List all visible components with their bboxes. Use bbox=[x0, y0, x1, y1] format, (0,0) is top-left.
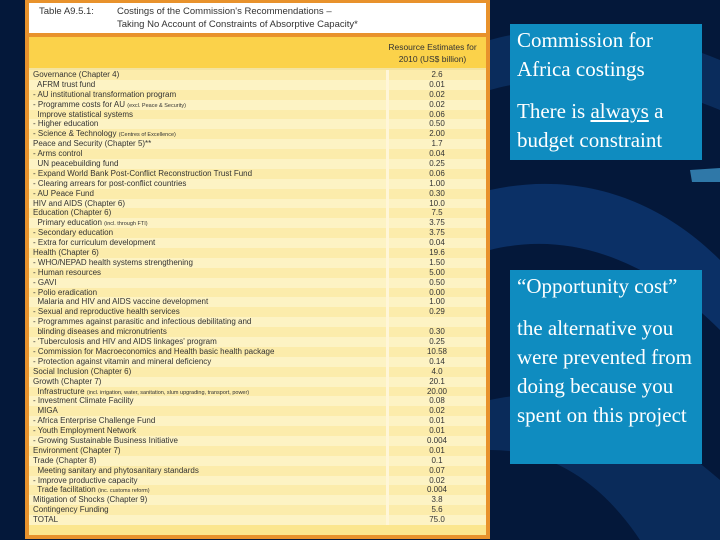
row-value: 0.01 bbox=[386, 426, 485, 436]
row-label-text: - Programme costs for AU bbox=[33, 99, 126, 109]
row-label bbox=[29, 426, 386, 436]
text-part: There is bbox=[517, 99, 591, 123]
row-value: 0.01 bbox=[386, 416, 485, 426]
table-title-line2: Taking No Account of Constraints of Absorptive Capacity* bbox=[117, 19, 358, 30]
row-label-text: - Human resources bbox=[33, 267, 102, 277]
row-label bbox=[29, 80, 386, 90]
row-value: 5.00 bbox=[386, 268, 485, 278]
row-label bbox=[29, 485, 386, 495]
row-label bbox=[29, 208, 386, 218]
column-header: Resource Estimates for 2010 (US$ billion) bbox=[388, 42, 477, 64]
row-label bbox=[29, 169, 386, 179]
row-value: 4.0 bbox=[386, 367, 485, 377]
table-row bbox=[29, 495, 486, 505]
table-row bbox=[29, 129, 486, 139]
row-value: 1.00 bbox=[386, 297, 485, 307]
table-row bbox=[29, 387, 486, 397]
row-label-text: - Extra for curriculum development bbox=[33, 238, 156, 248]
row-label-text: Malaria and HIV and AIDS vaccine development bbox=[33, 297, 209, 307]
row-value: 0.29 bbox=[386, 307, 485, 317]
row-value: 7.5 bbox=[386, 208, 485, 218]
table-row bbox=[29, 307, 486, 317]
row-label-text: - Higher education bbox=[33, 119, 99, 129]
table-row bbox=[29, 90, 486, 100]
row-value: 0.04 bbox=[386, 238, 485, 248]
row-label bbox=[29, 307, 386, 317]
row-value: 75.0 bbox=[386, 515, 485, 525]
row-value: 2.00 bbox=[386, 129, 485, 139]
table-row bbox=[29, 159, 486, 169]
row-value: 3.75 bbox=[386, 218, 485, 228]
row-label bbox=[29, 297, 386, 307]
table-row bbox=[29, 278, 486, 288]
opportunity-cost-box bbox=[510, 270, 702, 464]
row-label-text: - Investment Climate Facility bbox=[33, 396, 134, 406]
row-label-text: - Polio eradication bbox=[33, 287, 98, 297]
row-label-text: Meeting sanitary and phytosanitary standards bbox=[33, 465, 199, 475]
table-row bbox=[29, 485, 486, 495]
row-label bbox=[29, 70, 386, 80]
row-label-text: Trade (Chapter 8) bbox=[33, 455, 97, 465]
row-value: 2.6 bbox=[386, 70, 485, 80]
table-row bbox=[29, 248, 486, 258]
row-value: 3.75 bbox=[386, 228, 485, 238]
table-row bbox=[29, 110, 486, 120]
table-body bbox=[29, 70, 486, 525]
table-row bbox=[29, 80, 486, 90]
row-label bbox=[29, 357, 386, 367]
row-label bbox=[29, 416, 386, 426]
table-row bbox=[29, 446, 486, 456]
row-label bbox=[29, 159, 386, 169]
row-label-text: Governance (Chapter 4) bbox=[33, 70, 120, 79]
row-note: (incl. irrigation, water, sanitation, slum upgrading, transport, power) bbox=[86, 389, 250, 396]
row-value: 10.58 bbox=[386, 347, 485, 357]
row-value: 0.01 bbox=[386, 80, 485, 90]
row-label bbox=[29, 119, 386, 129]
row-label bbox=[29, 248, 386, 258]
table-row bbox=[29, 347, 486, 357]
row-note: (incl. through FTI) bbox=[104, 221, 148, 228]
table-row bbox=[29, 179, 486, 189]
table-row bbox=[29, 297, 486, 307]
table-row bbox=[29, 357, 486, 367]
row-label bbox=[29, 129, 386, 139]
table-row bbox=[29, 139, 486, 149]
row-label bbox=[29, 495, 386, 505]
summary-box bbox=[510, 24, 702, 160]
row-value: 0.30 bbox=[386, 189, 485, 199]
table-row bbox=[29, 119, 486, 129]
row-label bbox=[29, 317, 386, 327]
opportunity-cost-definition: the alternative you were prevented from doing because you spent on this project bbox=[517, 316, 692, 427]
table-row bbox=[29, 149, 486, 159]
row-label bbox=[29, 387, 386, 397]
box-heading: Commission for Africa costings bbox=[517, 28, 653, 81]
row-label bbox=[29, 199, 386, 209]
row-value: 0.25 bbox=[386, 337, 485, 347]
table-row bbox=[29, 258, 486, 268]
row-label-text: - Arms control bbox=[33, 149, 83, 159]
costings-table bbox=[25, 0, 490, 539]
row-label-text: Social Inclusion (Chapter 6) bbox=[33, 366, 132, 376]
row-label bbox=[29, 476, 386, 486]
row-value: 0.06 bbox=[386, 169, 485, 179]
row-label-text: Trade facilitation bbox=[33, 485, 96, 495]
row-note: (excl. Peace & Security) bbox=[127, 102, 186, 109]
underlined-word: always bbox=[590, 99, 649, 123]
row-label-text: UN peacebuilding fund bbox=[33, 159, 119, 169]
row-note: (inc. customs reform) bbox=[97, 488, 150, 495]
row-value: 0.04 bbox=[386, 149, 485, 159]
table-row bbox=[29, 100, 486, 110]
row-label bbox=[29, 515, 386, 525]
row-label-text: TOTAL bbox=[33, 515, 59, 525]
row-label-text: - Protection against vitamin and mineral deficiency bbox=[33, 356, 212, 366]
row-value: 20.00 bbox=[386, 387, 485, 397]
table-row bbox=[29, 515, 486, 525]
row-label-text: AFRM trust fund bbox=[33, 79, 96, 89]
row-value: 1.00 bbox=[386, 179, 485, 189]
table-row bbox=[29, 377, 486, 387]
table-title bbox=[29, 3, 486, 37]
row-label bbox=[29, 327, 386, 337]
table-row bbox=[29, 228, 486, 238]
row-label bbox=[29, 258, 386, 268]
row-value: 0.50 bbox=[386, 119, 485, 129]
row-label-text: - AU Peace Fund bbox=[33, 188, 94, 198]
row-label-text: - Science & Technology bbox=[33, 129, 117, 139]
row-label bbox=[29, 347, 386, 357]
table-header bbox=[29, 37, 486, 70]
row-value: 0.01 bbox=[386, 446, 485, 456]
row-label-text: blinding diseases and micronutrients bbox=[33, 327, 167, 337]
row-value: 0.02 bbox=[386, 90, 485, 100]
row-label-text: - AU institutional transformation program bbox=[33, 89, 177, 99]
row-label-text: - Secondary education bbox=[33, 228, 114, 238]
row-value: 10.0 bbox=[386, 199, 485, 209]
row-value: 0.1 bbox=[386, 456, 485, 466]
row-label bbox=[29, 228, 386, 238]
row-value: 1.7 bbox=[386, 139, 485, 149]
row-label-text: Improve statistical systems bbox=[33, 109, 134, 119]
row-label-text: - Expand World Bank Post-Conflict Reconstruction Trust Fund bbox=[33, 168, 253, 178]
table-row bbox=[29, 416, 486, 426]
row-value: 0.00 bbox=[386, 288, 485, 298]
row-label bbox=[29, 505, 386, 515]
row-label-text: Growth (Chapter 7) bbox=[33, 376, 102, 386]
table-row bbox=[29, 367, 486, 377]
row-value: 0.004 bbox=[386, 436, 485, 446]
table-row bbox=[29, 218, 486, 228]
row-label bbox=[29, 149, 386, 159]
row-value: 20.1 bbox=[386, 377, 485, 387]
row-label bbox=[29, 377, 386, 387]
row-label-text: Infrastructure bbox=[33, 386, 85, 396]
row-label-text: - GAVI bbox=[33, 277, 57, 287]
row-value: 0.07 bbox=[386, 466, 485, 476]
row-label bbox=[29, 367, 386, 377]
row-label-text: - Africa Enterprise Challenge Fund bbox=[33, 416, 156, 426]
row-label bbox=[29, 238, 386, 248]
row-label-text: - WHO/NEPAD health systems strengthening bbox=[33, 257, 193, 267]
row-label bbox=[29, 218, 386, 228]
row-label bbox=[29, 466, 386, 476]
table-row bbox=[29, 268, 486, 278]
row-value: 0.30 bbox=[386, 327, 485, 337]
row-label bbox=[29, 268, 386, 278]
row-label bbox=[29, 396, 386, 406]
table-row bbox=[29, 426, 486, 436]
row-label bbox=[29, 446, 386, 456]
text-part: a budget constraint bbox=[517, 99, 664, 152]
table-title-line1: Costings of the Commission's Recommendations – bbox=[117, 6, 332, 17]
row-label-text: Contingency Funding bbox=[33, 505, 109, 515]
row-value: 0.02 bbox=[386, 406, 485, 416]
row-label bbox=[29, 100, 386, 110]
table-row bbox=[29, 238, 486, 248]
opportunity-cost-heading: “Opportunity cost” bbox=[517, 274, 678, 298]
table-row bbox=[29, 317, 486, 327]
row-value: 0.02 bbox=[386, 476, 485, 486]
row-value: 0.50 bbox=[386, 278, 485, 288]
row-value: 3.8 bbox=[386, 495, 485, 505]
row-label bbox=[29, 436, 386, 446]
row-label bbox=[29, 337, 386, 347]
table-row bbox=[29, 406, 486, 416]
row-label bbox=[29, 110, 386, 120]
row-label-text: Mitigation of Shocks (Chapter 9) bbox=[33, 495, 148, 505]
row-value: 0.02 bbox=[386, 100, 485, 110]
table-row bbox=[29, 396, 486, 406]
row-label-text: - Youth Employment Network bbox=[33, 426, 137, 436]
table-row bbox=[29, 466, 486, 476]
row-value: 5.6 bbox=[386, 505, 485, 515]
table-row bbox=[29, 327, 486, 337]
row-note: (Centres of Excellence) bbox=[118, 132, 176, 139]
row-label-text: - 'Tuberculosis and HIV and AIDS linkages' program bbox=[33, 337, 217, 347]
row-value: 0.14 bbox=[386, 357, 485, 367]
row-label-text: - Improve productive capacity bbox=[33, 475, 138, 485]
row-label-text: HIV and AIDS (Chapter 6) bbox=[33, 198, 126, 208]
row-label bbox=[29, 278, 386, 288]
row-value: 0.25 bbox=[386, 159, 485, 169]
row-label-text: Primary education bbox=[33, 218, 102, 228]
table-row bbox=[29, 337, 486, 347]
row-label-text: - Sexual and reproductive health services bbox=[33, 307, 180, 317]
table-row bbox=[29, 169, 486, 179]
budget-constraint-text bbox=[517, 97, 702, 155]
row-label bbox=[29, 406, 386, 416]
table-row bbox=[29, 476, 486, 486]
row-value: 0.08 bbox=[386, 396, 485, 406]
table-row bbox=[29, 436, 486, 446]
table-row bbox=[29, 456, 486, 466]
row-value: 1.50 bbox=[386, 258, 485, 268]
row-value: 0.06 bbox=[386, 110, 485, 120]
row-label-text: Peace and Security (Chapter 5)** bbox=[33, 139, 152, 149]
row-value: 0.004 bbox=[386, 485, 485, 495]
row-label-text: Health (Chapter 6) bbox=[33, 248, 99, 258]
row-value: 19.6 bbox=[386, 248, 485, 258]
table-row bbox=[29, 208, 486, 218]
table-row bbox=[29, 70, 486, 80]
table-label: Table A9.5.1: bbox=[39, 6, 94, 17]
row-label-text: Environment (Chapter 7) bbox=[33, 445, 121, 455]
table-row bbox=[29, 199, 486, 209]
row-label-text: MIGA bbox=[33, 406, 58, 416]
row-label-text: Education (Chapter 6) bbox=[33, 208, 112, 218]
row-label-text: - Commission for Macroeconomics and Health basic health package bbox=[33, 346, 275, 356]
row-label-text: - Programmes against parasitic and infectious debilitating and bbox=[33, 317, 252, 327]
table-row bbox=[29, 505, 486, 515]
row-label bbox=[29, 189, 386, 199]
row-label-text: - Clearing arrears for post-conflict countries bbox=[33, 178, 187, 188]
table-row bbox=[29, 189, 486, 199]
row-label bbox=[29, 288, 386, 298]
row-label bbox=[29, 139, 386, 149]
table-row bbox=[29, 288, 486, 298]
row-value bbox=[386, 317, 485, 327]
row-label bbox=[29, 90, 386, 100]
row-label bbox=[29, 456, 386, 466]
row-label bbox=[29, 179, 386, 189]
row-label-text: - Growing Sustainable Business Initiative bbox=[33, 435, 178, 445]
